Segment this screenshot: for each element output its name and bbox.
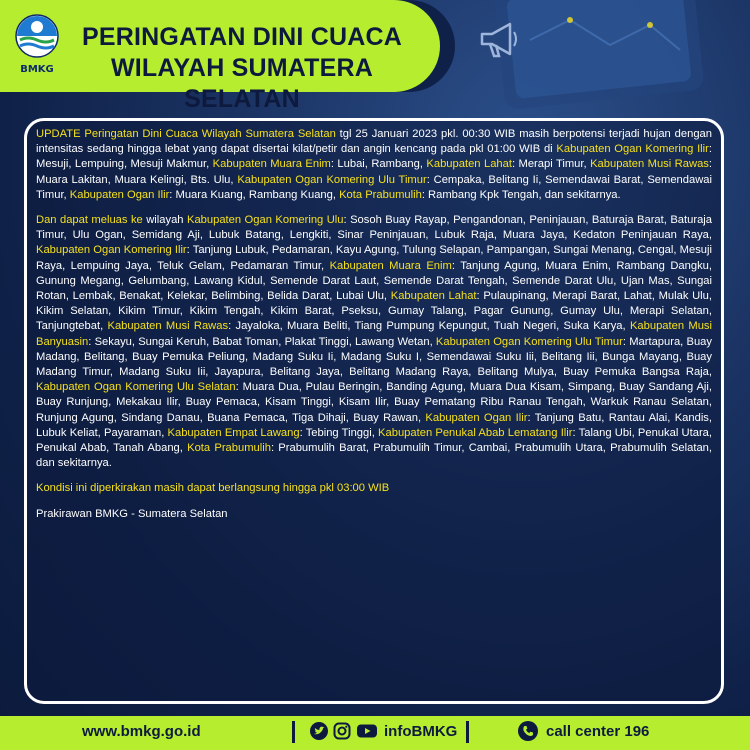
phone-icon — [518, 721, 538, 741]
youtube-icon[interactable] — [356, 722, 378, 740]
region-highlight: Kota Prabumulih — [339, 188, 422, 201]
body-text: : Muara Kuang, Rambang Kuang, — [169, 188, 340, 201]
region-highlight: Kabupaten Empat Lawang — [167, 426, 300, 439]
region-highlight: Kabupaten Ogan Komering Ulu Timur — [435, 335, 623, 348]
social-handle[interactable]: infoBMKG — [384, 723, 458, 740]
body-text: wilayah — [142, 214, 187, 227]
body-text: : Tanjung Lubuk, Pedamaran, Kayu Agung, Tulung Selapan, Pampangan, Sungai Menang, Cengal, Mesuji Raya, Lempuing Jaya, Teluk Gelam, Pedamaran Timur, — [36, 244, 712, 272]
region-highlight: Kabupaten Penukal Abab Lematang Ilir — [378, 426, 573, 439]
footer-divider — [466, 721, 469, 743]
region-highlight: Kabupaten Muara Enim — [329, 259, 452, 272]
body-text: : Merapi Timur, — [511, 158, 591, 171]
warning-paragraph-main — [36, 127, 712, 203]
region-highlight: Kabupaten Musi Rawas — [590, 158, 709, 171]
body-text: : Muara Lakitan, Muara Kelingi, Bts. Ulu, — [36, 158, 712, 186]
page-title — [62, 22, 422, 115]
title-line-2: WILAYAH SUMATERA SELATAN — [110, 54, 373, 113]
body-text: : Sekayu, Sungai Keruh, Babat Toman, Plakat Tinggi, Lawang Wetan, — [88, 335, 436, 348]
body-text: : Cempaka, Belitang Ii, Semendawai Barat, Semendawai Timur, — [36, 173, 712, 201]
body-text: : Mesuji, Lempuing, Mesuji Makmur, — [36, 143, 712, 171]
body-text: : Sosoh Buay Rayap, Pengandonan, Peninjauan, Baturaja Barat, Baturaja Timur, Ulu Ogan, Semidang Aji, Lubuk Batang, Lengkiti, Sinar Peninjauan, Lubuk Raja, Muara Jaya, Kedaton Peninjauan Raya, — [36, 214, 712, 242]
body-text: tgl 25 Januari 2023 pkl. 00:30 WIB masih berpotensi terjadi hujan dengan intensitas sedang hingga lebat yang dapat disertai kilat/petir dan angin kencang pada pkl 01:00 WIB di — [36, 128, 712, 156]
region-highlight: Kabupaten Ogan Komering Ilir — [36, 244, 187, 257]
region-highlight: Kabupaten Musi Banyuasin — [36, 320, 712, 348]
forecaster-signature: Prakirawan BMKG - Sumatera Selatan — [36, 507, 228, 520]
region-highlight: Kabupaten Ogan Komering Ilir — [556, 143, 709, 156]
twitter-icon[interactable] — [310, 722, 328, 740]
region-highlight: Kabupaten Muara Enim — [212, 158, 331, 171]
body-text: : Martapura, Buay Madang, Belitang, Buay Pemuka Peliung, Madang Suku Ii, Madang Suku I, Semendawai Suku Iii, Belitang Iii, Bunga Mayang, Buay Madang Timur, Madang Suku Iii, Jayapura, Belitang Jaya, Belitang Madang Raya, Belitang Mulya, Buay Pemuka Bangsa Raja, — [36, 335, 713, 379]
title-line-1: PERINGATAN DINI CUACA — [82, 23, 402, 51]
body-text: : Rambang Kpk Tengah, dan sekitarnya. — [421, 188, 621, 201]
region-highlight: Dan dapat meluas ke — [36, 214, 143, 227]
region-highlight: Kabupaten Lahat — [426, 158, 512, 171]
region-highlight: Kota Prabumulih — [187, 442, 271, 455]
body-text: : Tebing Tinggi, — [299, 426, 379, 439]
warning-paragraph-expansion — [36, 213, 712, 471]
call-center[interactable]: call center 196 — [546, 723, 650, 740]
region-highlight: Kabupaten Ogan Komering Ulu Timur — [237, 173, 427, 186]
decorative-tablet-graphic — [490, 0, 730, 110]
region-highlight: Kabupaten Ogan Komering Ulu Selatan — [36, 381, 236, 394]
footer-divider — [292, 721, 295, 743]
body-text: : Tanjung Batu, Rantau Alai, Kandis, Lubuk Keliat, Payaraman, — [36, 411, 713, 439]
website-link[interactable]: www.bmkg.go.id — [82, 723, 201, 740]
body-text: : Jayaloka, Muara Beliti, Tiang Pumpung Kepungut, Tuah Negeri, Suka Karya, — [228, 320, 630, 333]
body-text: : Muara Dua, Pulau Beringin, Banding Agung, Muara Dua Kisam, Simpang, Buay Sandang Aji, Buay Runjung, Mekakau Ilir, Buay Pemaca, Kisam Tinggi, Kisam Ilir, Buay Pematang Ribu Ranau Tengah, Warkuk Ranau Selatan, Runjung Agung, Sindang Danau, Buana Pemaca, Tiga Dihaji, Buay Rawan, — [36, 381, 712, 424]
region-highlight: Kabupaten Lahat — [390, 290, 477, 303]
region-highlight: Kabupaten Ogan Komering Ulu — [186, 214, 344, 227]
body-text: : Talang Ubi, Penukal Utara, Penukal Abab, Tanah Abang, — [36, 426, 713, 455]
warning-duration: Kondisi ini diperkirakan masih dapat berlangsung hingga pkl 03:00 WIB — [36, 482, 390, 495]
region-highlight: UPDATE Peringatan Dini Cuaca Wilayah Sumatera Selatan — [36, 128, 336, 140]
logo-label: BMKG — [20, 64, 54, 75]
body-text: : Lubai, Rambang, — [330, 158, 427, 171]
body-text: : Tanjung Agung, Muara Enim, Rambang Dangku, Gunung Megang, Gelumbang, Lawang Kidul, Semende Darat Laut, Semende Darat Tengah, Semende Darat Ulu, Ujan Mas, Sungai Rotan, Lembak, Benakat, Kelekar, Belimbing, Belida Darat, Lubai Ulu, — [36, 259, 712, 303]
region-highlight: Kabupaten Ogan Ilir — [425, 411, 528, 424]
warning-text — [36, 127, 712, 532]
region-highlight: Kabupaten Musi Rawas — [107, 320, 229, 333]
instagram-icon[interactable] — [333, 722, 351, 740]
megaphone-icon — [478, 20, 520, 60]
body-text: : Prabumulih Barat, Prabumulih Timur, Cambai, Prabumulih Utara, Prabumulih Selatan, dan sekitarnya. — [36, 442, 712, 470]
region-highlight: Kabupaten Ogan Ilir — [69, 188, 170, 201]
body-text: : Pulaupinang, Merapi Barat, Lahat, Mulak Ulu, Kikim Selatan, Kikim Timur, Kikim Tengah, Kikim Barat, Pseksu, Gumay Talang, Pagar Gunung, Gumay Ulu, Merapi Selatan, Tanjungtebat, — [36, 290, 712, 333]
